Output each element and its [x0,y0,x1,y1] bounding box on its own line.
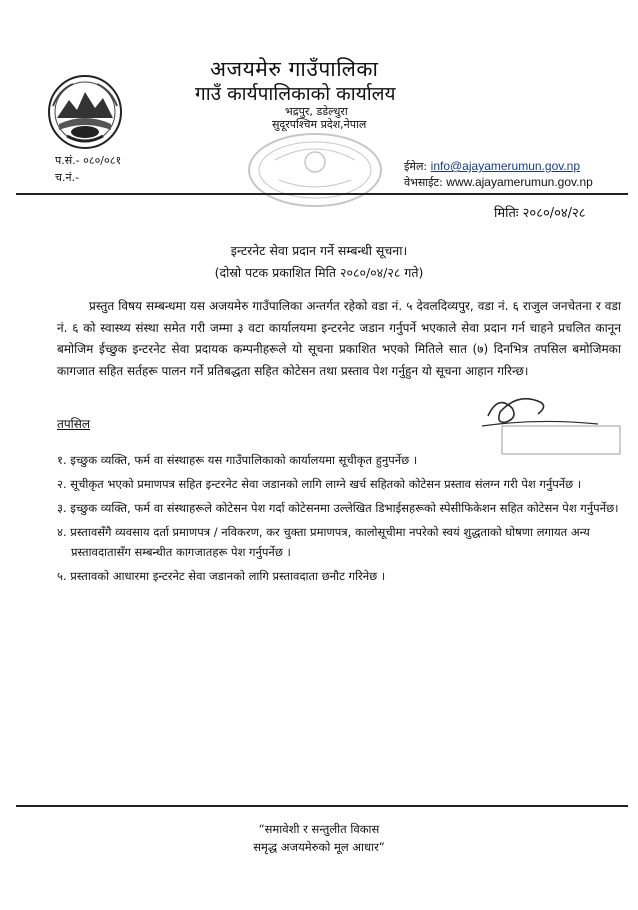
notice-body: प्रस्तुत विषय सम्बन्धमा यस अजयमेरु गाउँपालिका अन्तर्गत रहेको वडा नं. ५ देवलदिव्यपुर, वडा नं. ६ राजुल जनचेतना र वडा नं. ६ को स्वास्थ्य संस्था समेत गरी जम्मा ३ वटा कार्यालयमा इन्टरनेट जडान गर्नुपर्ने भएकाले सेवा प्रदान गर्न चाहने प्रचलित कानून बमोजिम ईच्छुक इन्टरनेट सेवा प्रदायक कम्पनीहरूले यो सूचना प्रकाशित भएको मितिले सात (७) दिनभित्र तपसिल बमोजिमका कागजात सहित सर्तहरू पालन गर्ने प्रतिबद्धता सहित कोटेसन तथा प्रस्ताव पेश गर्नुहुन यो सूचना आहान गरिन्छ। [57,299,621,378]
dispatch-number: च.नं.- [55,171,80,184]
office-subtitle: गाउँ कार्यपालिकाको कार्यालय [195,83,396,105]
office-name: अजयमेरु गाउँपालिका [210,57,379,81]
requirements-list [57,450,627,590]
email-line [404,159,580,174]
notice-subtitle: (दोस्रो पटक प्रकाशित मिति २०८०/०४/२८ गते) [214,265,424,280]
email-label: ईमेल: [404,160,428,173]
officer-signature [478,388,628,458]
footer-slogan-line-2: समृद्ध अजयमेरुको मूल आधार” [253,840,385,854]
requirement-item: ३. इच्छुक व्यक्ति, फर्म वा संस्थाहरूले कोटेसन पेश गर्दा कोटेसनमा उल्लेखित डिभाईसहरूको स्पेसीफिकेशन सहित कोटेसन पेश गर्नुपर्नेछ। [57,501,619,515]
details-heading: तपसिल [57,417,91,431]
email-link[interactable]: info@ajayamerumun.gov.np [430,159,581,173]
address-line-2: सुदूरपश्चिम प्रदेश,नेपाल [272,118,367,131]
website-label: वेभसाईट: [404,176,443,189]
requirement-item: ५. प्रस्तावको आधारमा इन्टरनेट सेवा जडानको लागि प्रस्तावदाता छनौट गरिनेछ । [57,569,386,583]
website-line [404,175,593,190]
requirement-item: १. इच्छुक व्यक्ति, फर्म वा संस्थाहरू यस गाउँपालिकाको कार्यालयमा सूचीकृत हुनुपर्नेछ । [57,453,418,467]
footer-divider [16,805,628,807]
notice-date: मितिः २०८०/०४/२८ [494,206,586,221]
requirement-item: २. सूचीकृत भएको प्रमाणपत्र सहित इन्टरनेट सेवा जडानको लागि लाग्ने खर्च सहितको कोटेसन प्रस्ताव संलग्न गरी पेश गर्नुपर्नेछ । [57,477,582,491]
requirement-item: ४. प्रस्तावसँगै व्यवसाय दर्ता प्रमाणपत्र / नविकरण, कर चुक्ता प्रमाणपत्र, कालोसूचीमा नपरेको स्वयं शुद्धताको घोषणा लगायत अन्य प्रस्तावदातासँग सम्बन्धीत कागजातहरू पेश गर्नुपर्नेछ । [57,525,590,559]
website-link[interactable]: www.ajayamerumun.gov.np [446,175,593,189]
nepal-emblem-icon [45,72,125,152]
notice-subject: इन्टरनेट सेवा प्रदान गर्ने सम्बन्धी सूचना। [230,243,408,258]
header-divider [16,193,628,195]
reference-number: प.सं.- ०८०/०८१ [55,154,122,167]
office-seal-stamp [245,130,385,210]
address-line-1: भद्रपुर, डडेल्धुरा [285,105,348,118]
footer-slogan-line-1: “समावेशी र सन्तुलीत विकास [258,822,380,836]
